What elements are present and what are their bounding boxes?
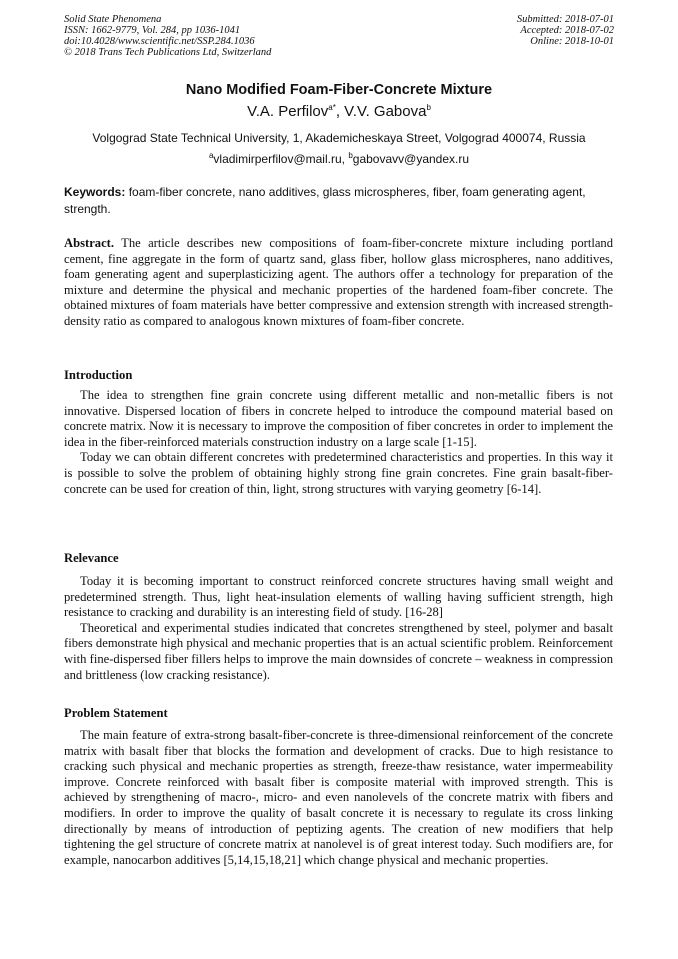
- keywords: [64, 184, 613, 217]
- paragraph: The idea to strengthen fine grain concrete using different metallic and non-metallic fibers is not innovative. Dispersed location of fibers in concrete helped to introduce the compound material based on concrete matrix. Now it is necessary to improve the composition of fiber concretes in order to implement the idea in the fiber-reinforced materials construction industry on a large scale [1-15].: [64, 388, 613, 449]
- abstract-label: Abstract.: [64, 236, 115, 250]
- author-name: V.V. Gabova: [344, 103, 427, 120]
- paragraph: Today it is becoming important to construct reinforced concrete structures having small weight and predetermined strength. Thus, light heat-insulation elements of walling having sufficient strength, high resistance to cracking and durability is an interesting field of study. [16-28]: [64, 574, 613, 620]
- journal-doi: doi:10.4028/www.scientific.net/SSP.284.1036: [64, 36, 255, 47]
- email-marker: a: [208, 151, 214, 160]
- paper-title: Nano Modified Foam-Fiber-Concrete Mixture: [185, 82, 493, 98]
- author-name: V.A. Perfilov: [247, 103, 329, 120]
- journal-copyright: © 2018 Trans Tech Publications Ltd, Switzerland: [64, 47, 272, 58]
- abstract: [64, 236, 613, 330]
- paragraph: Theoretical and experimental studies indicated that concretes strengthened by steel, polymer and basalt fibers demonstrate high physical and mechanic properties that is an actual scientific problem. Reinforcement with fine-dispersed fiber fillers helps to improve the main downsides of concrete – weakness in compression and brittleness (low cracking resistance).: [64, 620, 613, 682]
- keywords-label: Keywords:: [64, 185, 126, 199]
- section-heading-introduction: Introduction: [64, 368, 133, 382]
- section-introduction: [64, 388, 613, 497]
- journal-name: Solid State Phenomena: [64, 14, 162, 25]
- publication-dates: [517, 14, 614, 47]
- journal-issn: ISSN: 1662-9779, Vol. 284, pp 1036-1041: [64, 25, 241, 36]
- accepted-date: Accepted: 2018-07-02: [520, 25, 614, 36]
- online-date: Online: 2018-10-01: [530, 36, 614, 47]
- abstract-text: The article describes new compositions of foam-fiber-concrete mixture including portland cement, fine aggregate in the form of quartz sand, glass fiber, hollow glass microspheres, nano additives, foam generating agent and superplasticizing agent. The authors offer a technology for preparation of the mixture and determine the physical and mechanic properties of the hardened foam-fiber concrete. The obtained mixtures of foam materials have better compressive and extension strength with increased strength-density ratio as compared to analogous known mixtures of foam-fiber concrete.: [64, 236, 613, 328]
- email-link[interactable]: vladimirperfilov@mail.ru: [213, 152, 342, 166]
- keywords-text: foam-fiber concrete, nano additives, glass microspheres, fiber, foam generating agent, strength.: [64, 185, 586, 216]
- section-heading-problem-statement: Problem Statement: [64, 706, 168, 720]
- journal-info: [64, 14, 271, 58]
- section-problem-statement: [64, 728, 613, 868]
- paragraph: The main feature of extra-strong basalt-fiber-concrete is three-dimensional reinforcement of the concrete matrix with basalt fiber that blocks the formation and development of cracks. Due to high resistance to cracking such physical and mechanic properties as strength, freeze-thaw resistance, water impermeability improve. Concrete reinforced with basalt fiber is composite material with improved strength. This is achieved by strengthening of macro-, micro- and even nanolevels of the concrete matrix with fibers and modifiers. In order to improve the quality of basalt concrete it is necessary to regulate its cross linking directionally by means of introduction of peptizing agents. The creation of new modifiers that help tightening the gel structure of concrete matrix at nanolevel is of great interest today. Such modifiers are, for example, nanocarbon additives [5,14,15,18,21] which change physical and mechanic properties.: [64, 728, 613, 867]
- email-marker: b: [348, 151, 353, 160]
- affiliation: Volgograd State Technical University, 1, Akademicheskaya Street, Volgograd 400074, Russia: [92, 131, 586, 145]
- section-relevance: [64, 574, 613, 683]
- author-separator: ,: [335, 103, 345, 120]
- submitted-date: Submitted: 2018-07-01: [516, 14, 614, 25]
- abstract-paragraph: [64, 236, 613, 330]
- paragraph: Today we can obtain different concretes with predetermined characteristics and properties. In this way it is possible to solve the problem of obtaining highly strong fine grain concretes. Fine grain basalt-fiber-concrete can be used for creation of thin, light, strong structures with varying geometry [6-14].: [64, 450, 613, 496]
- section-heading-relevance: Relevance: [64, 551, 119, 565]
- author-list: [0, 103, 678, 120]
- email-link[interactable]: gabovavv@yandex.ru: [352, 152, 470, 166]
- author-marker: b: [426, 103, 431, 112]
- email-separator: ,: [341, 152, 349, 166]
- author-marker: a*: [328, 103, 336, 112]
- author-emails: [0, 152, 678, 166]
